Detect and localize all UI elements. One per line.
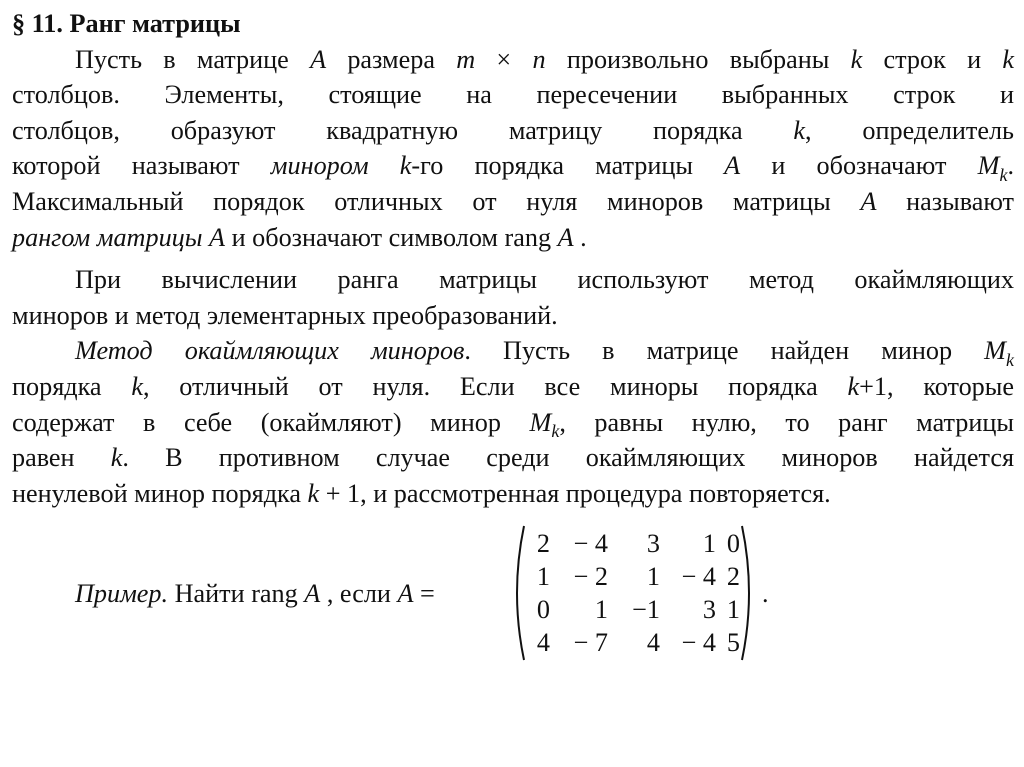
matrix-row-3 [530,592,748,627]
example-period: . [762,579,769,608]
paragraph-2-line-2: миноров и метод элементарных преобразований. [12,300,558,330]
paragraph-3-line-4: равен k. В противном случае среди окаймляющих миноров найдется [12,443,1014,473]
paragraph-1-line-4: которой называют минором k-го порядка матрицы A и обозначают $M_k$. [12,151,1014,185]
matrix-cell: − 4 [573,529,608,558]
paragraph-1-line-6: рангом матрицы A и обозначают символом rang A . [12,222,587,252]
matrix-row-4 [530,625,748,660]
matrix-cell: 4 [646,628,660,657]
paragraph-1-line-3: столбцов, образуют квадратную матрицу порядка k, определитель [12,115,1014,145]
matrix-cell: 3 [646,529,660,558]
document-page [12,6,1014,511]
rang-word: rang [251,579,298,608]
paragraph-3-line-5: ненулевой минор порядка k + 1, и рассмотренная процедура повторяется. [12,478,831,508]
matrix-cell: − 4 [681,562,716,591]
matrix-A [508,524,758,662]
paragraph-3-line-2: порядка k, отличный от нуля. Если все миноры порядка k+1, которые [12,371,1014,401]
matrix-cell: −1 [632,595,660,624]
matrix-cell: 1 [646,562,660,591]
paragraph-1-line-5: Максимальный порядок отличных от нуля миноров матрицы A называют [12,186,1014,216]
matrix-cell: − 2 [573,562,608,591]
matrix-row-2 [530,559,748,594]
matrix-cell: − 4 [681,628,716,657]
matrix-cell: 5 [726,628,740,657]
matrix-cell: 1 [536,562,550,591]
matrix-cell: 3 [702,595,716,624]
matrix-cell: 1 [726,595,740,624]
section-heading: § 11. Ранг матрицы [12,9,241,38]
left-parenthesis [517,526,524,660]
matrix-cell: − 7 [573,628,608,657]
paragraph-2-line-1: При вычислении ранга матрицы используют метод окаймляющих [75,265,1014,295]
matrix-cell: 2 [536,529,550,558]
matrix-cell: 0 [536,595,550,624]
matrix-cell: 2 [726,562,740,591]
matrix-cell: 1 [594,595,608,624]
example-label: Пример. [75,579,169,608]
paragraph-1-line-1: Пусть в матрице A размера m × n произвольно выбраны k строк и k [75,44,1014,74]
paragraph-1-line-2: столбцов. Элементы, стоящие на пересечении выбранных строк и [12,80,1014,110]
matrix-row-1 [530,526,748,561]
matrix-cell: 1 [702,529,716,558]
paragraph-3-line-3: содержат в себе (окаймляют) минор $M_k$, равны нулю, то ранг матрицы [12,407,1014,441]
matrix-cell: 0 [726,529,740,558]
example-line: Пример. Найти rang A , если A = [75,579,435,608]
matrix-cell: 4 [536,628,550,657]
paragraph-3-line-1: Метод окаймляющих миноров. Пусть в матрице найден минор $M_k$ [75,336,1014,370]
